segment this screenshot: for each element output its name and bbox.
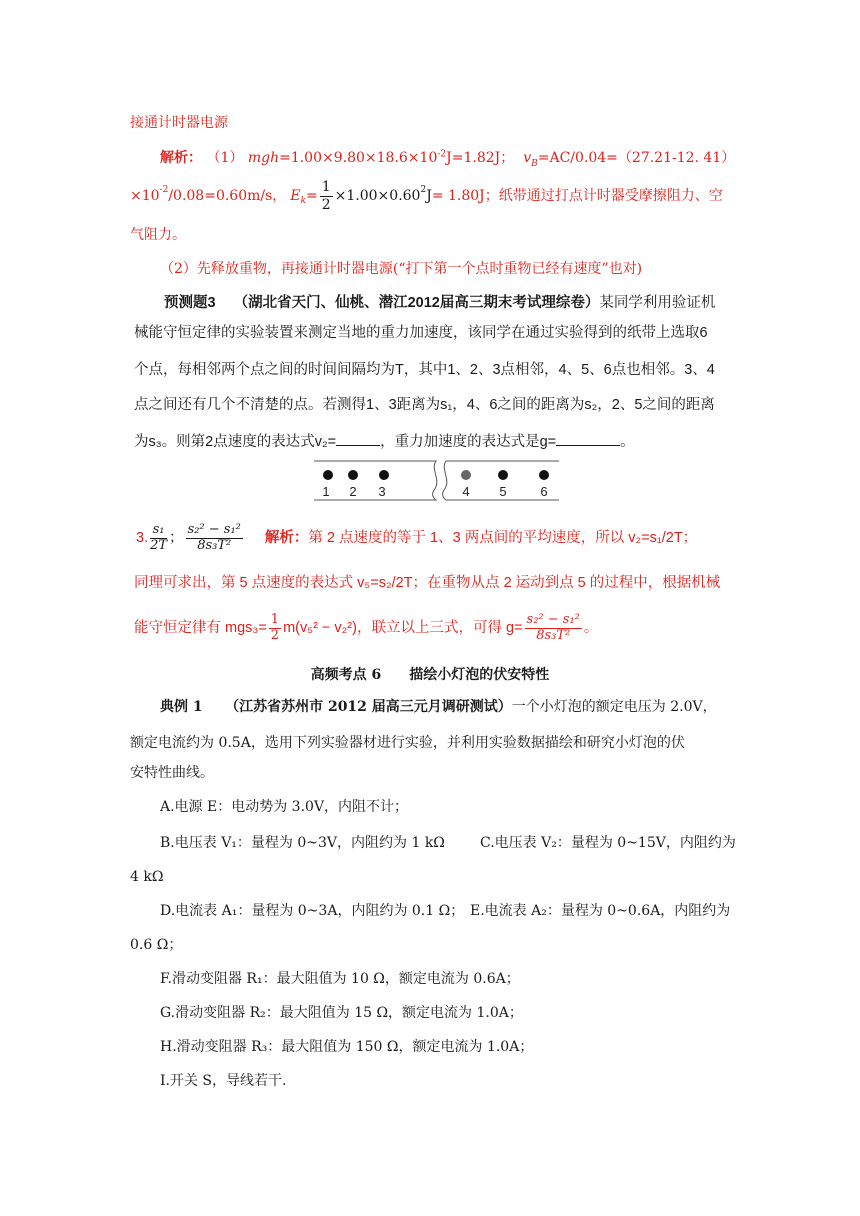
answer3-text-3b: m(v₅² − v₂²)，联立以上三式，可得 g= xyxy=(283,619,523,636)
answer3-number: 3. xyxy=(136,529,149,546)
option-f: F.滑动变阻器 R₁：最大阻值为 10 Ω，额定电流为 0.6A； xyxy=(160,971,520,987)
answer3-head: 解析： xyxy=(264,529,309,546)
solution-line-4: （2）先释放重物，再接通计时器电源(“打下第一个点时重物已经有速度”也对) xyxy=(160,261,643,277)
v2-numerator: s₁ xyxy=(150,523,167,539)
problem3-source: （湖北省天门、仙桃、潜江2012届高三期末考试理综卷） xyxy=(233,295,600,311)
example-line-3: 安特性曲线。 xyxy=(130,765,214,781)
g-numerator: s₂² − s₁² xyxy=(187,521,241,537)
g-answer-blank xyxy=(556,433,620,446)
option-c-continued: 4 kΩ xyxy=(130,869,164,885)
ek-equals: = xyxy=(306,188,318,204)
option-c: C.电压表 V₂：量程为 0~15V，内阻约为 xyxy=(480,835,736,851)
problem3-line-5 xyxy=(134,433,635,450)
tape-dot-1 xyxy=(323,470,333,480)
example-line-1 xyxy=(160,700,717,714)
problem3-line-2: 械能守恒定律的实验装置来测定当地的重力加速度，该同学在通过实验得到的纸带上选取6 xyxy=(134,325,708,341)
tape-label-1: 1 xyxy=(322,484,330,499)
problem3-label: 预测题3 xyxy=(164,295,216,311)
mgh-expression: =1.00×9.80×18.6×10 xyxy=(279,150,438,166)
half-numerator-2: 1 xyxy=(270,611,280,627)
option-g: G.滑动变阻器 R₂：最大阻值为 15 Ω，额定电流为 1.0A； xyxy=(160,1005,523,1021)
answer3-separator: ； xyxy=(169,529,184,546)
half-fraction-2 xyxy=(269,613,281,644)
solution-line-3: 气阻力。 xyxy=(130,227,186,243)
example-line-2: 额定电流约为 0.5A，选用下列实验器材进行实验，并利用实验数据描绘和研究小灯泡的伏 xyxy=(130,735,685,751)
option-i: I.开关 S，导线若干. xyxy=(160,1073,287,1089)
tape-dot-5 xyxy=(498,470,508,480)
problem3-line-4: 点之间还有几个不清楚的点。若测得1、3距离为s₁，4、6之间的距离为s₂，2、5之间的距离 xyxy=(134,397,715,413)
tape-dot-4 xyxy=(461,470,471,480)
half-denominator-2: 2 xyxy=(270,627,280,643)
problem3-text-5a: 为s₃。则第2点速度的表达式v₂= xyxy=(134,434,337,450)
half-numerator: 1 xyxy=(321,179,331,196)
answer3-text-1: 第 2 点速度的等于 1、3 两点间的平均速度，所以 v₂=s₁/2T； xyxy=(308,529,698,546)
option-d: D.电流表 A₁：量程为 0~3A，内阻约为 0.1 Ω； xyxy=(160,903,465,919)
v2-denominator: 2T xyxy=(150,537,168,553)
tape-label-2: 2 xyxy=(349,484,357,499)
g-numerator-2: s₂² − s₁² xyxy=(526,611,580,627)
option-h: H.滑动变阻器 R₃：最大阻值为 150 Ω，额定电流为 1.0A； xyxy=(160,1039,534,1055)
v2-fraction xyxy=(150,523,167,554)
tape-dot-2 xyxy=(348,470,358,480)
example-label: 典例 1 xyxy=(160,699,203,715)
answer3-line-3 xyxy=(134,604,598,652)
problem3-line-1 xyxy=(164,296,715,311)
vb-symbol: v xyxy=(523,150,532,166)
half-fraction xyxy=(320,179,333,212)
half-denominator: 2 xyxy=(321,196,331,213)
problem3-line-3: 个点，每相邻两个点之间的时间间隔均为T，其中1、2、3点相邻，4、5、6点也相邻。3、4 xyxy=(134,362,715,378)
answer3-line-2: 同理可求出，第 5 点速度的表达式 v₅=s₂/2T；在重物从点 2 运动到点 5 的过程中，根据机械 xyxy=(134,575,721,591)
tape-dot-6 xyxy=(539,470,549,480)
g-denominator-2: 8s₃T² xyxy=(536,627,571,643)
ek-expression: ×1.00×0.60 xyxy=(334,188,421,204)
problem3-text-5b: ，重力加速度的表达式是g= xyxy=(380,434,557,450)
solution-part-1: （1） xyxy=(206,150,244,166)
answer3-text-3c: 。 xyxy=(583,619,599,636)
mgh-exponent: -2 xyxy=(437,149,447,160)
ek-symbol: E xyxy=(290,188,301,204)
tape-label-3: 3 xyxy=(378,484,386,499)
tape-left-outline xyxy=(314,461,437,500)
example-text-1: 一个小灯泡的额定电压为 2.0V， xyxy=(511,699,717,715)
vb-expression: =AC/0.04=（27.21-12. 41） xyxy=(537,150,736,166)
top-fragment: 接通计时器电源 xyxy=(130,115,228,131)
v2-answer-blank xyxy=(336,433,380,446)
vb-subscript: B xyxy=(531,158,538,169)
problem3-text-5c: 。 xyxy=(620,434,635,450)
mgh-symbol: mgh xyxy=(247,150,280,166)
option-b: B.电压表 V₁：量程为 0~3V，内阻约为 1 kΩ xyxy=(160,835,445,851)
g-denominator: 8s₃T² xyxy=(197,537,232,553)
solution-head: 解析： xyxy=(160,150,202,166)
tape-label-5: 5 xyxy=(499,484,507,499)
problem3-text-1: 某同学利用验证机 xyxy=(599,295,716,311)
example-source: （江苏省苏州市 2012 届高三元月调研测试） xyxy=(225,699,512,715)
g-fraction-2 xyxy=(525,613,582,644)
answer3-line-1 xyxy=(136,512,697,564)
times-ten: ×10 xyxy=(130,188,160,204)
velocity-result: /0.08=0.60m/s， xyxy=(168,188,287,204)
tape-dot-3 xyxy=(379,470,389,480)
option-e-continued: 0.6 Ω； xyxy=(130,937,183,953)
option-a: A.电源 E：电动势为 3.0V，内阻不计； xyxy=(160,799,409,815)
section-title: 高频考点 6 描绘小灯泡的伏安特性 xyxy=(310,667,550,683)
mgh-result: J=1.82J； xyxy=(446,150,515,166)
option-e: E.电流表 A₂：量程为 0~0.6A，内阻约为 xyxy=(470,903,731,919)
tape-label-4: 4 xyxy=(462,484,470,499)
tape-label-6: 6 xyxy=(540,484,548,499)
solution-line-2: ×10 $^{-2}$ /0.08=0.60m/s， E $_k$ = $\frac{1}{2}$ ×1.00×0.60 $^2$ J = 1.80J；纸带通过打点计时器受摩擦阻力、空 xyxy=(130,179,723,213)
g-fraction xyxy=(186,523,243,554)
solution-line-1 xyxy=(160,149,736,169)
answer3-text-3a: 能守恒定律有 mgs₃= xyxy=(134,619,267,636)
paper-tape-figure xyxy=(312,456,562,504)
ek-unit: J xyxy=(426,188,432,204)
ek-result: = 1.80J；纸带通过打点计时器受摩擦阻力、空 xyxy=(431,188,723,204)
